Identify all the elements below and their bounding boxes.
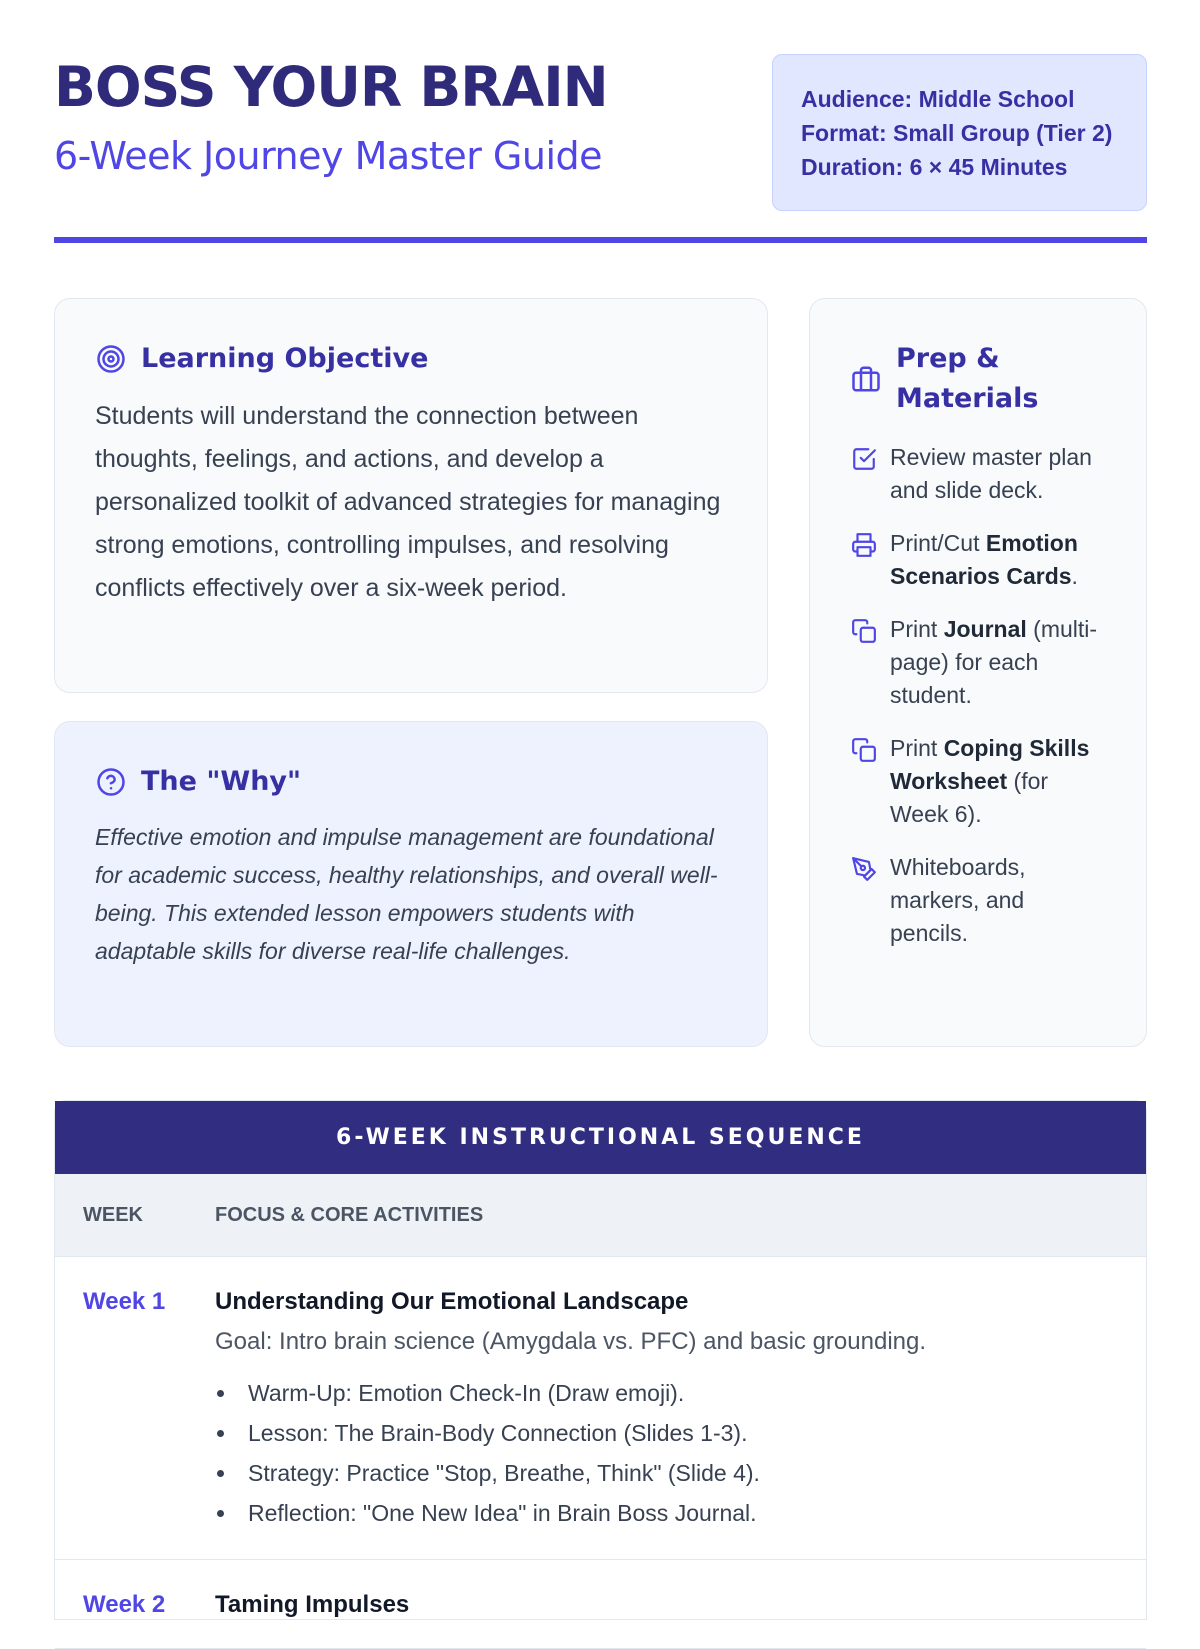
format-meta: Format: Small Group (Tier 2) xyxy=(801,120,1113,146)
prep-materials-card xyxy=(809,298,1147,1047)
copy-icon xyxy=(850,617,878,645)
table-row xyxy=(55,1560,1146,1649)
week-focus-title: Taming Impulses xyxy=(215,1591,410,1618)
why-text: Effective emotion and impulse management are foundational for academic success, healthy relationships, and overall well-being. This extended lesson empowers students with adaptable skills for diverse real-life challenges. xyxy=(95,824,718,964)
week-label: Week 1 xyxy=(83,1288,166,1315)
prep-item xyxy=(850,732,1106,831)
prep-item-text: Print Coping Skills Worksheet (for Week 6). xyxy=(890,735,1090,827)
duration-meta: Duration: 6 × 45 Minutes xyxy=(801,154,1068,180)
briefcase-icon xyxy=(850,363,882,395)
learning-objective-card xyxy=(54,298,768,693)
week-label: Week 2 xyxy=(83,1591,166,1618)
why-heading: The "Why" xyxy=(141,766,302,797)
learning-objective-text: Students will understand the connection between thoughts, feelings, and actions, and develop a personalized toolkit of advanced strategies for managing strong emotions, controlling impulses, and resolving conflicts effectively over a six-week period. xyxy=(95,402,721,602)
learning-objective-heading: Learning Objective xyxy=(141,343,429,374)
table-row xyxy=(55,1257,1146,1560)
pen-icon xyxy=(850,855,878,883)
week-goal: Goal: Intro brain science (Amygdala vs. PFC) and basic grounding. xyxy=(215,1328,927,1355)
page-subtitle: 6-Week Journey Master Guide xyxy=(54,134,603,178)
checkbox-icon xyxy=(850,445,878,473)
page-header xyxy=(54,54,1147,214)
why-card xyxy=(54,721,768,1047)
prep-heading: Prep & Materials xyxy=(896,343,1039,414)
activity-item: Strategy: Practice "Stop, Breathe, Think" (Slide 4). xyxy=(215,1453,1146,1493)
prep-item-text: Print/Cut Emotion Scenarios Cards. xyxy=(890,530,1078,589)
prep-item-text: Print Journal (multi-page) for each student. xyxy=(890,616,1098,708)
copy-icon xyxy=(850,736,878,764)
question-circle-icon xyxy=(95,766,127,798)
printer-icon xyxy=(850,531,878,559)
activity-list xyxy=(215,1373,1146,1533)
prep-list xyxy=(850,441,1106,950)
table-header-row xyxy=(55,1174,1146,1257)
week-focus-title: Understanding Our Emotional Landscape xyxy=(215,1288,689,1315)
header-divider xyxy=(54,237,1147,243)
prep-item-text: Whiteboards, markers, and pencils. xyxy=(890,854,1026,946)
meta-info-box xyxy=(772,54,1147,211)
prep-item-text: Review master plan and slide deck. xyxy=(890,444,1092,503)
target-icon xyxy=(95,343,127,375)
prep-item xyxy=(850,441,1106,507)
prep-item xyxy=(850,851,1106,950)
activity-item: Warm-Up: Emotion Check-In (Draw emoji). xyxy=(215,1373,1146,1413)
sequence-table xyxy=(54,1100,1147,1620)
prep-item xyxy=(850,613,1106,712)
prep-item xyxy=(850,527,1106,593)
activity-item: Reflection: "One New Idea" in Brain Boss Journal. xyxy=(215,1493,1146,1533)
audience-meta: Audience: Middle School xyxy=(801,86,1075,112)
column-header-focus: FOCUS & CORE ACTIVITIES xyxy=(215,1203,484,1226)
sequence-table-title: 6-WEEK INSTRUCTIONAL SEQUENCE xyxy=(55,1101,1146,1174)
page-title: BOSS YOUR BRAIN xyxy=(54,55,608,119)
activity-item: Lesson: The Brain-Body Connection (Slides 1-3). xyxy=(215,1413,1146,1453)
column-header-week: WEEK xyxy=(83,1203,143,1226)
